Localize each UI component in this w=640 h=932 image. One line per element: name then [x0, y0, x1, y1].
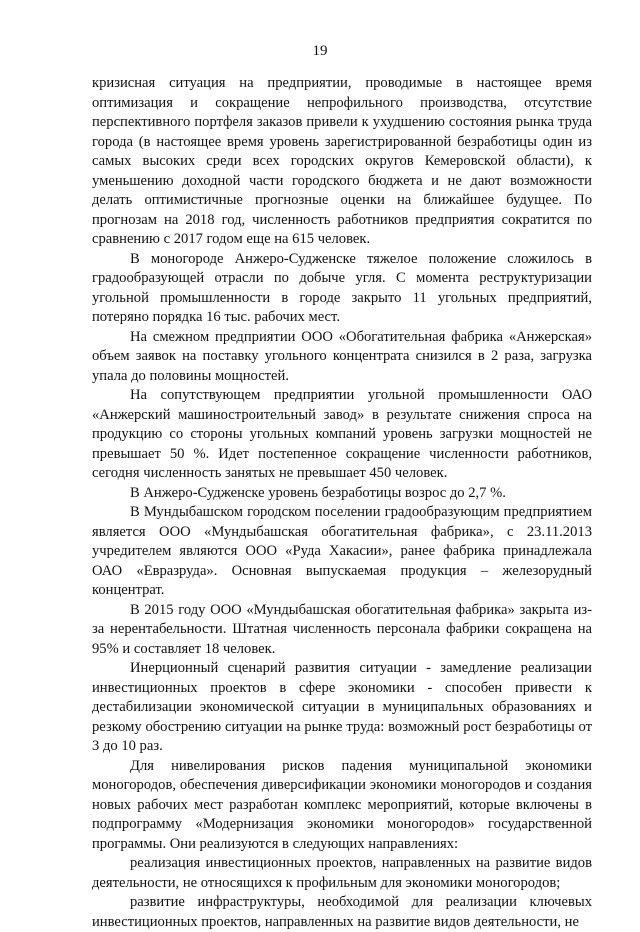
paragraph-8: Инерционный сценарий развития ситуации - замедление реализации инвестиционных проектов в сфере экономики - способен привести к дестабилизации экономической ситуации в муниципальных образованиях и резкому обострению ситуации на рынке труда: возможный рост безработицы от 3 до 10 раз. — [92, 660, 592, 754]
paragraph-11: развитие инфраструктуры, необходимой для реализации ключевых инвестиционных проектов, направленных на развитие видов деятельности, не — [92, 894, 592, 930]
paragraph-2: В моногороде Анжеро-Судженске тяжелое положение сложилось в градообразующей отрасли по добыче угля. С момента реструктуризации угольной промышленности в городе закрыто 11 угольных предприятий, потеряно порядка 16 тыс. рабочих мест. — [92, 250, 592, 325]
body-text — [92, 74, 592, 932]
paragraph-10: реализация инвестиционных проектов, направленных на развитие видов деятельности, не относящихся к профильным для экономики моногородов; — [92, 855, 592, 891]
paragraph-5: В Анжеро-Судженске уровень безработицы возрос до 2,7 %. — [130, 484, 506, 501]
paragraph-3: На смежном предприятии ООО «Обогатительная фабрика «Анжерская» объем заявок на поставку угольного концентрата снизился в 2 раза, загрузка упала до половины мощностей. — [92, 328, 592, 384]
paragraph-7: В 2015 году ООО «Мундыбашская обогатительная фабрика» закрыта из-за нерентабельности. Штатная численность персонала фабрики сокращена на 95% и составляет 18 человек. — [92, 601, 592, 657]
paragraph-6: В Мундыбашском городском поселении градообразующим предприятием является ООО «Мундыбашская обогатительная фабрика», с 23.11.2013 учредителем являются ООО «Руда Хакасии», ранее фабрика принадлежала ОАО «Евразруда». Основная выпускаемая продукция – железорудный концентрат. — [92, 504, 592, 598]
paragraph-1: кризисная ситуация на предприятии, проводимые в настоящее время оптимизация и сокращение непрофильного производства, отсутствие перспективного портфеля заказов привели к ухудшению состояния рынка труда города (в настоящее время уровень зарегистрированной безработицы один из самых высоких среди всех городских округов Кемеровской области), к уменьшению доходной части городского бюджета и не дают возможности делать оптимистичные прогнозные оценки на ближайшее будущее. По прогнозам на 2018 год, численность работников предприятия сократится по сравнению с 2017 годом еще на 615 человек. — [92, 75, 592, 247]
paragraph-4: На сопутствующем предприятии угольной промышленности ОАО «Анжерский машиностроительный завод» в результате снижения спроса на продукцию со стороны угольных компаний уровень загрузки мощностей не превышает 50 %. Идет постепенное сокращение численности работников, сегодня численность занятых не превышает 450 человек. — [92, 387, 592, 481]
page-number: 19 — [312, 43, 328, 59]
paragraph-9: Для нивелирования рисков падения муниципальной экономики моногородов, обеспечения диверсификации экономики моногородов и создания новых рабочих мест разработан комплекс мероприятий, которые включены в подпрограмму «Модернизация экономики моногородов» государственной программы. Они реализуются в следующих направлениях: — [92, 757, 592, 852]
